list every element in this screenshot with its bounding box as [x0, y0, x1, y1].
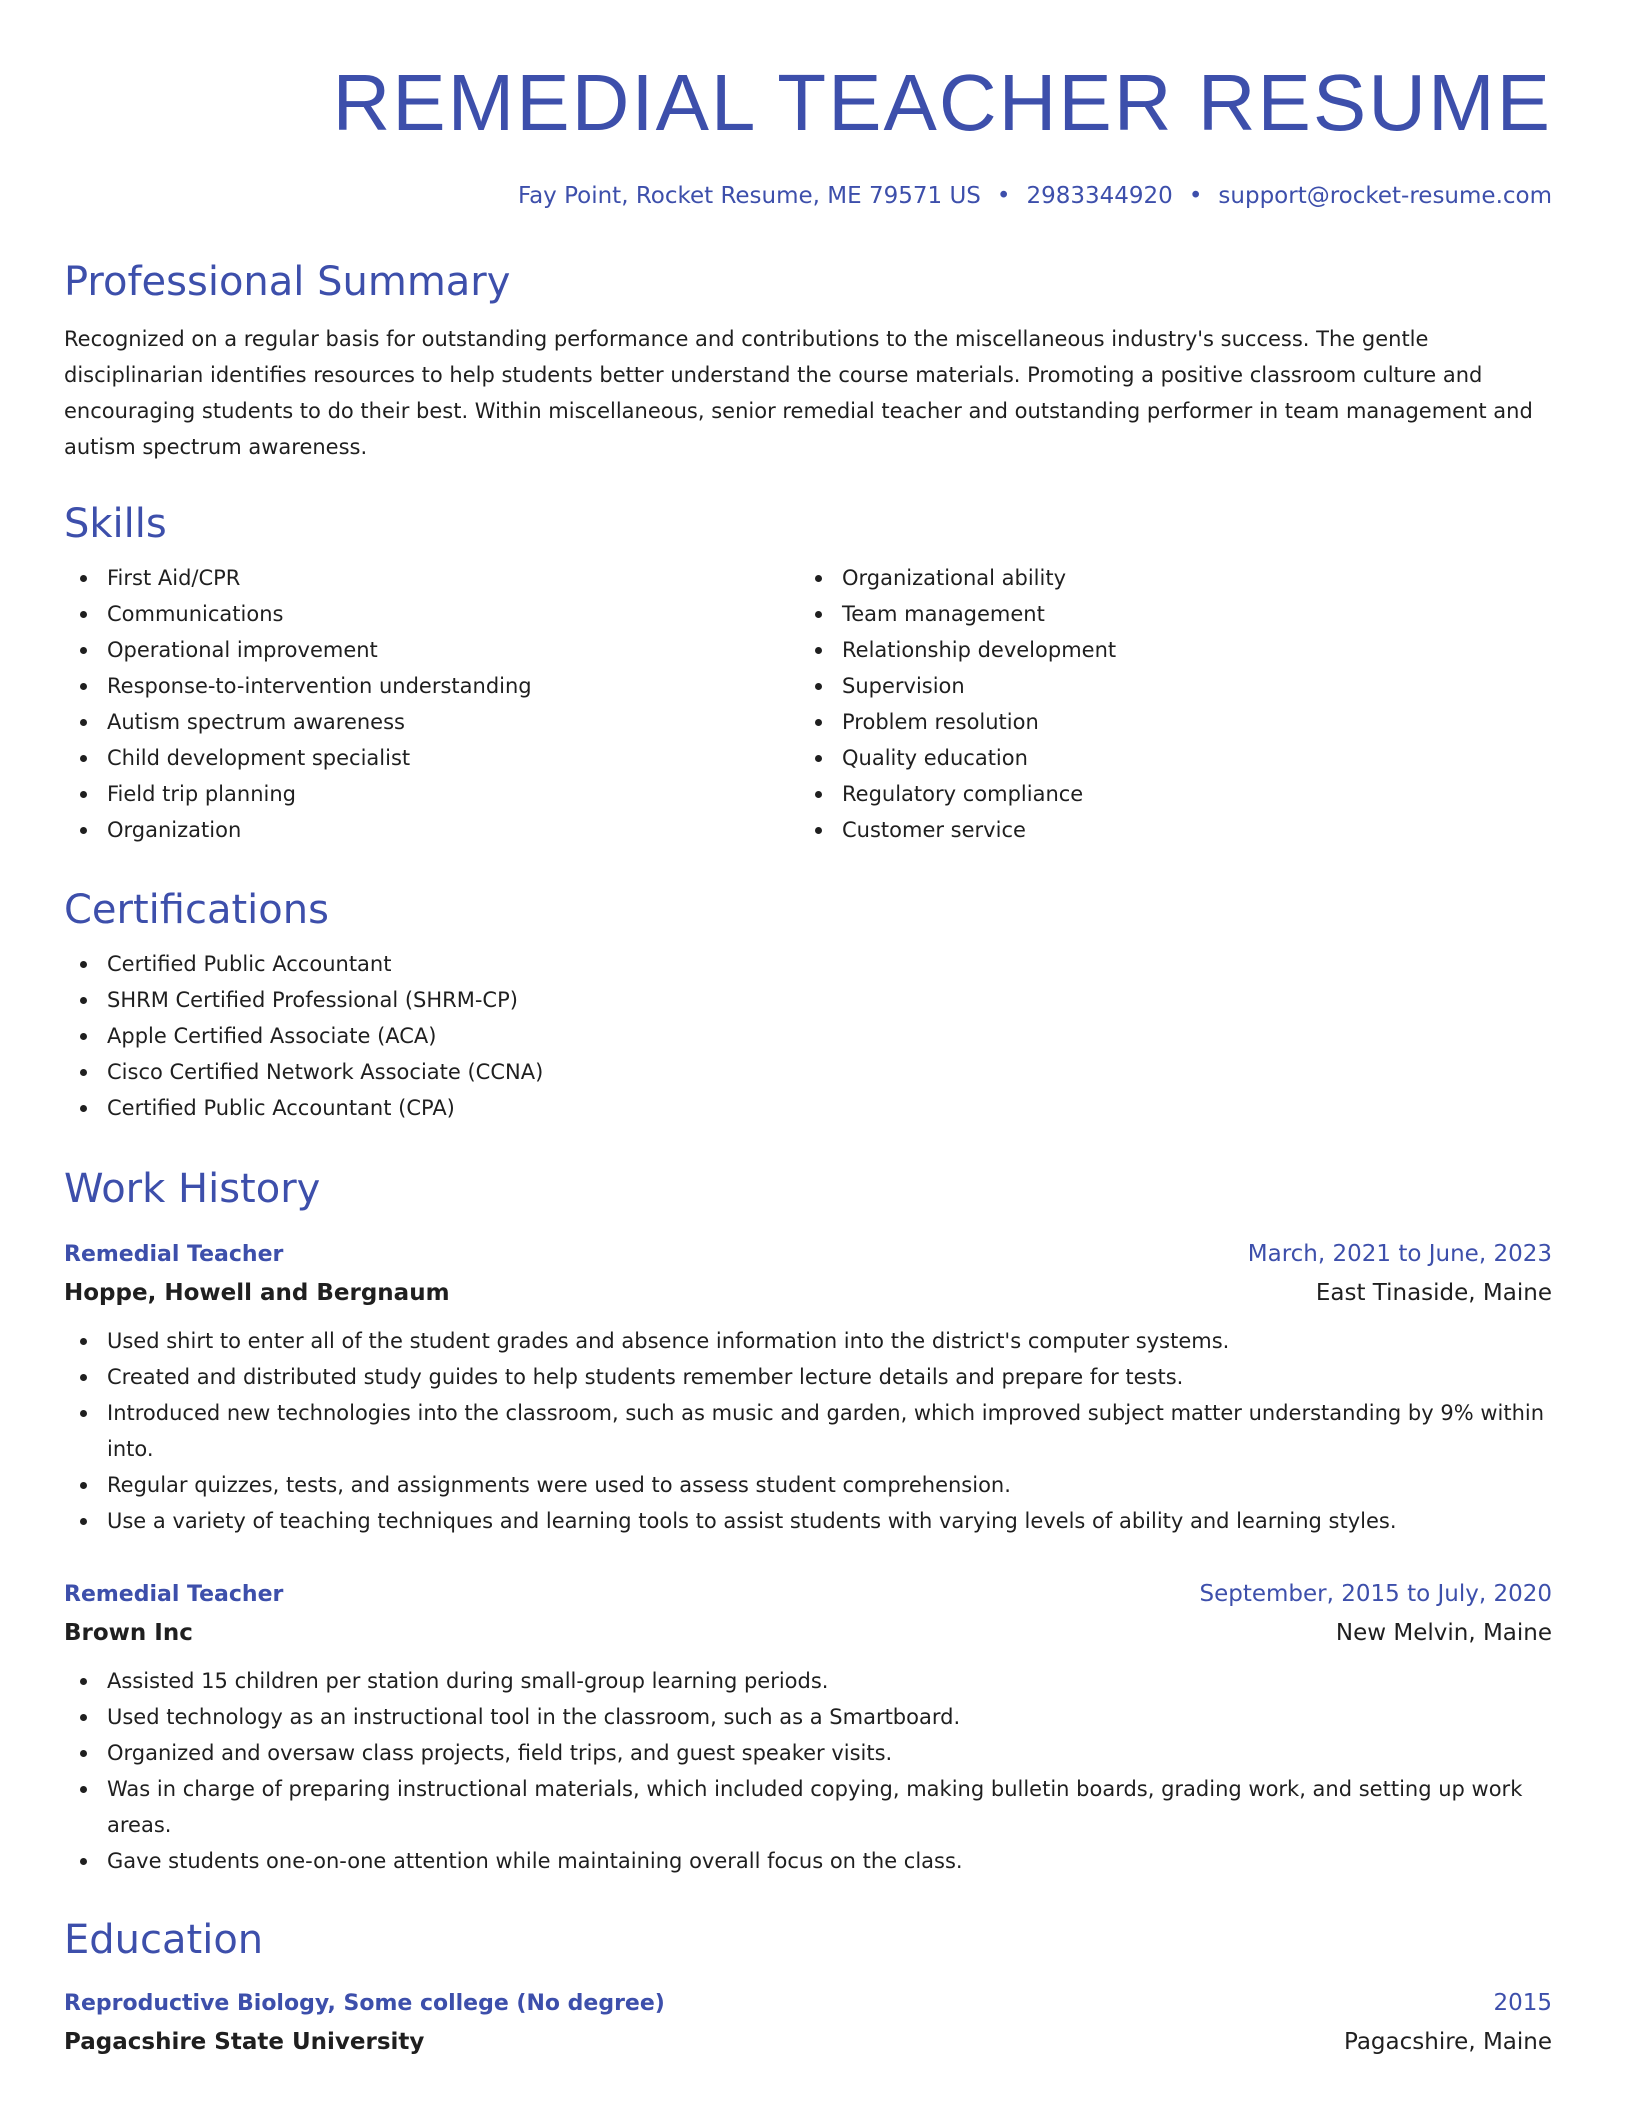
- work-history-section: [64, 1163, 1552, 1215]
- resume-title: REMEDIAL TEACHER RESUME: [332, 58, 1552, 147]
- job-entry: [64, 1236, 1552, 1539]
- summary-section: [64, 256, 1552, 465]
- certification-item: Certified Public Accountant: [64, 946, 1552, 982]
- job-location: New Melvin, Maine: [1335, 1620, 1552, 1646]
- skill-item: Problem resolution: [799, 704, 1534, 740]
- summary-text: Recognized on a regular basis for outstanding performance and contributions to the miscellaneous industry's success. The gentle disciplinarian identifies resources to help students better understand the course materials. Promoting a positive classroom culture and encouraging students to do their best. Within miscellaneous, senior remedial teacher and outstanding performer in team management and autism spectrum awareness.: [64, 327, 1533, 459]
- job-duty-item: Introduced new technologies into the classroom, such as music and garden, which improved subject matter understanding by 9% within into.: [64, 1395, 1552, 1467]
- education-school-row: [64, 2022, 1552, 2062]
- education-section: [64, 1914, 1552, 1966]
- job-duties-list: [64, 1323, 1552, 1539]
- job-duty-item: Was in charge of preparing instructional materials, which included copying, making bulletin boards, grading work, and setting up work areas.: [64, 1771, 1552, 1843]
- job-duty-item: Gave students one-on-one attention while maintaining overall focus on the class.: [64, 1843, 1552, 1879]
- resume-page: [64, 0, 1552, 2055]
- education-header-row: [64, 1985, 1552, 2022]
- skill-item: Customer service: [799, 812, 1534, 848]
- skill-item: Quality education: [799, 740, 1534, 776]
- certification-item: Certified Public Accountant (CPA): [64, 1090, 1552, 1126]
- certification-item: Apple Certified Associate (ACA): [64, 1018, 1552, 1054]
- job-dates: March, 2021 to June, 2023: [1247, 1241, 1552, 1267]
- job-duty-item: Used shirt to enter all of the student grades and absence information into the district's computer systems.: [64, 1323, 1552, 1359]
- job-duty-item: Created and distributed study guides to help students remember lecture details and prepare for tests.: [64, 1359, 1552, 1395]
- skill-item: First Aid/CPR: [64, 560, 799, 596]
- contact-separator: •: [1188, 183, 1203, 209]
- section-title-certifications: Certifications: [64, 887, 329, 933]
- job-dates: September, 2015 to July, 2020: [1199, 1581, 1552, 1607]
- job-company: Hoppe, Howell and Bergnaum: [64, 1280, 450, 1306]
- section-title-skills: Skills: [64, 501, 167, 547]
- resume-header: [64, 0, 1552, 211]
- skill-item: Team management: [799, 596, 1534, 632]
- job-company: Brown Inc: [64, 1620, 193, 1646]
- certification-item: SHRM Certified Professional (SHRM-CP): [64, 982, 1552, 1018]
- job-duty-item: Assisted 15 children per station during small-group learning periods.: [64, 1663, 1552, 1699]
- skill-item: Operational improvement: [64, 632, 799, 668]
- job-duty-item: Used technology as an instructional tool in the classroom, such as a Smartboard.: [64, 1699, 1552, 1735]
- job-duty-item: Regular quizzes, tests, and assignments were used to assess student comprehension.: [64, 1467, 1552, 1503]
- section-title-work-history: Work History: [64, 1166, 321, 1212]
- skill-item: Supervision: [799, 668, 1534, 704]
- contact-address: Fay Point, Rocket Resume, ME 79571 US: [517, 183, 981, 209]
- job-company-row: [64, 1613, 1552, 1653]
- skills-list-left: [64, 560, 799, 848]
- contact-line: [64, 181, 1552, 211]
- job-duties-list: [64, 1663, 1552, 1879]
- job-duty-item: Use a variety of teaching techniques and learning tools to assist students with varying levels of ability and learning styles.: [64, 1503, 1552, 1539]
- section-title-summary: Professional Summary: [64, 259, 511, 305]
- education-entry: [64, 1985, 1552, 2062]
- job-title: Remedial Teacher: [64, 1242, 284, 1267]
- education-location: Pagacshire, Maine: [1344, 2029, 1552, 2055]
- skill-item: Response-to-intervention understanding: [64, 668, 799, 704]
- job-title: Remedial Teacher: [64, 1582, 284, 1607]
- contact-separator: •: [996, 183, 1011, 209]
- education-year: 2015: [1493, 1990, 1552, 2016]
- contact-email[interactable]: support@rocket-resume.com: [1218, 183, 1552, 209]
- education-degree: Reproductive Biology, Some college (No degree): [64, 1991, 665, 2016]
- job-company-row: [64, 1273, 1552, 1313]
- job-location: East Tinaside, Maine: [1315, 1280, 1552, 1306]
- section-title-education: Education: [64, 1917, 264, 1963]
- skill-item: Regulatory compliance: [799, 776, 1534, 812]
- job-entry: [64, 1576, 1552, 1879]
- skill-item: Autism spectrum awareness: [64, 704, 799, 740]
- skill-item: Organization: [64, 812, 799, 848]
- skill-item: Child development specialist: [64, 740, 799, 776]
- skills-list-right: [799, 560, 1534, 848]
- skill-item: Relationship development: [799, 632, 1534, 668]
- skills-section: [64, 498, 1552, 848]
- skill-item: Communications: [64, 596, 799, 632]
- job-header-row: [64, 1236, 1552, 1273]
- certifications-section: [64, 884, 1552, 1126]
- certification-item: Cisco Certified Network Associate (CCNA): [64, 1054, 1552, 1090]
- skill-item: Field trip planning: [64, 776, 799, 812]
- skills-columns: [64, 560, 1552, 848]
- job-header-row: [64, 1576, 1552, 1613]
- job-duty-item: Organized and oversaw class projects, field trips, and guest speaker visits.: [64, 1735, 1552, 1771]
- certifications-list: [64, 946, 1552, 1126]
- education-school: Pagacshire State University: [64, 2029, 425, 2055]
- skill-item: Organizational ability: [799, 560, 1534, 596]
- contact-phone: 2983344920: [1026, 183, 1173, 209]
